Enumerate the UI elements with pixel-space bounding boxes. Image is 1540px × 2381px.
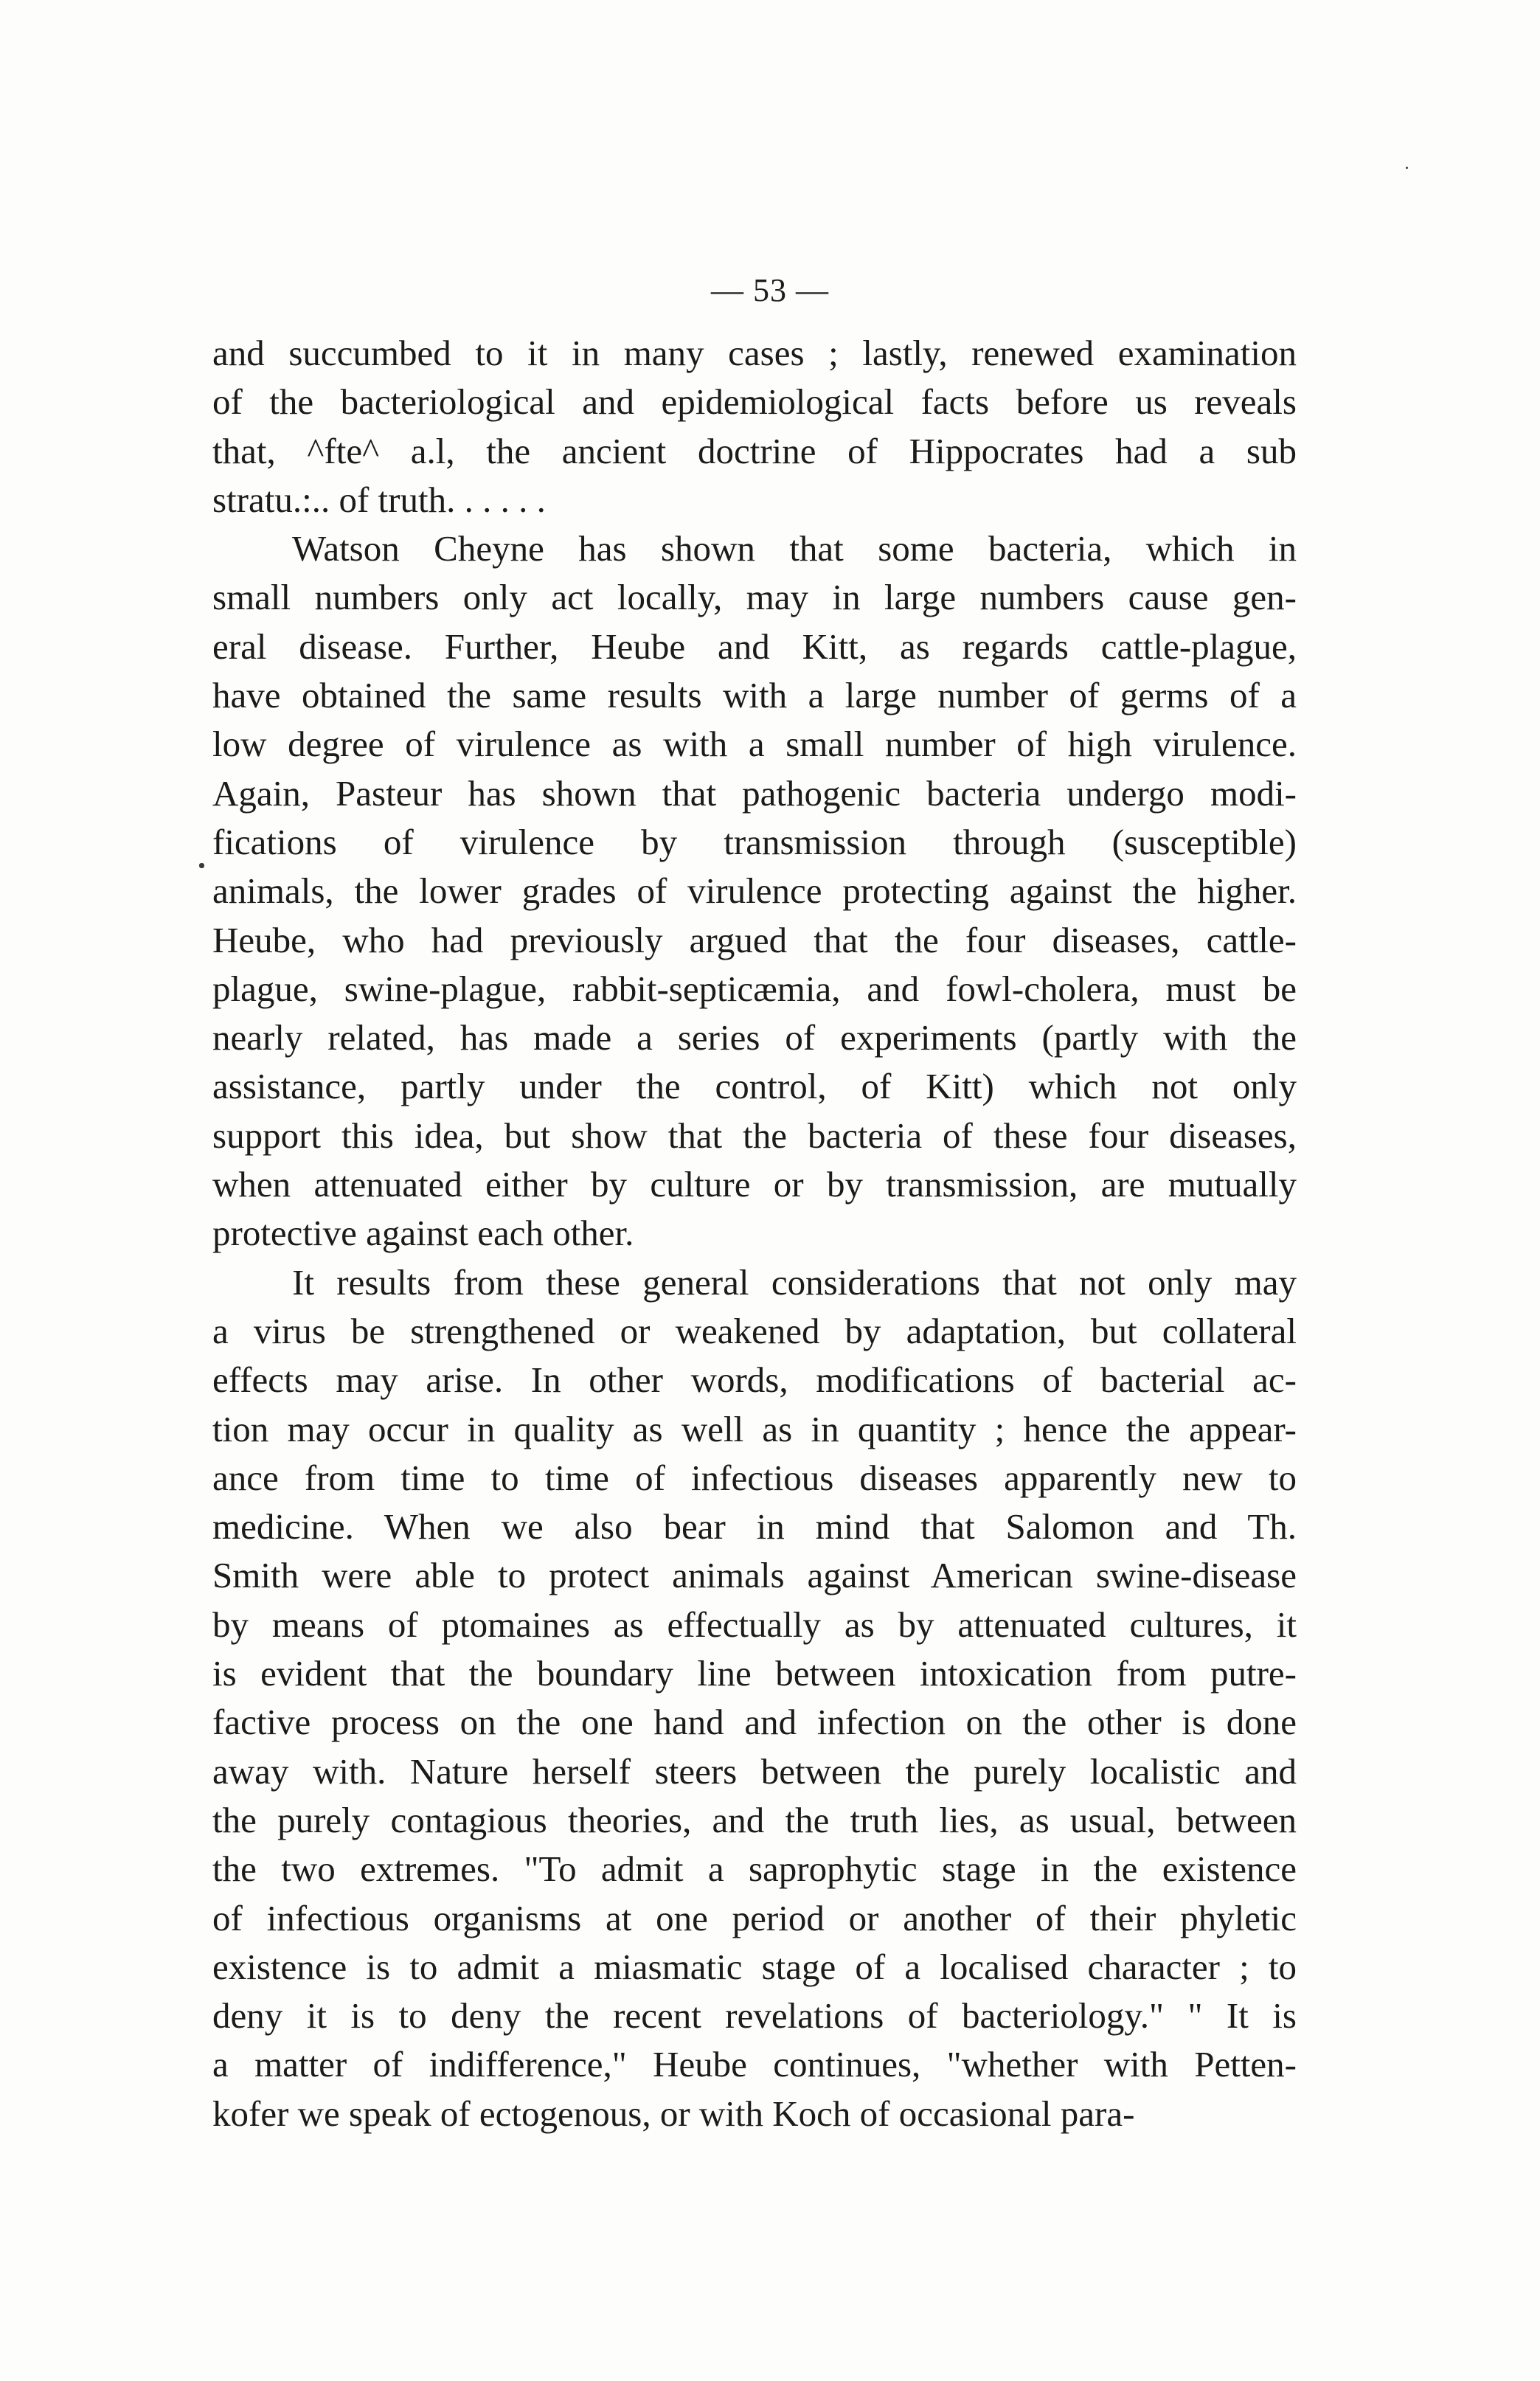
text-line: effects may arise. In other words, modifications of bacterial ac- — [212, 1359, 1297, 1401]
paragraph — [212, 1258, 1297, 2138]
text-line: assistance, partly under the control, of Kitt) which not only — [212, 1066, 1297, 1107]
text-line: stratu.:.. of truth. . . . . . — [212, 479, 546, 520]
text-line: protective against each other. — [212, 1213, 634, 1254]
margin-speck — [199, 863, 204, 868]
text-line: kofer we speak of ectogenous, or with Koch of occasional para- — [212, 2093, 1135, 2134]
text-line: the purely contagious theories, and the truth lies, as usual, between — [212, 1799, 1297, 1840]
text-line: existence is to admit a miasmatic stage of a localised character ; to — [212, 1946, 1297, 1987]
text-line: a matter of indifference," Heube continues, "whether with Petten- — [212, 2044, 1297, 2085]
text-line: small numbers only act locally, may in large numbers cause gen- — [212, 577, 1297, 618]
text-line: support this idea, but show that the bacteria of these four diseases, — [212, 1115, 1297, 1156]
text-line: a virus be strengthened or weakened by adaptation, but collateral — [212, 1310, 1297, 1351]
text-line: and succumbed to it in many cases ; lastly, renewed examination — [212, 333, 1297, 373]
text-line: that, ^fte^ a.l, the ancient doctrine of Hippocrates had a sub — [212, 430, 1297, 471]
text-line: Again, Pasteur has shown that pathogenic bacteria undergo modi- — [212, 772, 1297, 814]
text-line: away with. Nature herself steers between the purely localistic and — [212, 1750, 1297, 1792]
margin-speck — [1406, 167, 1408, 169]
text-line: fications of virulence by transmission through (susceptible) — [212, 821, 1297, 862]
text-line: have obtained the same results with a large number of germs of a — [212, 675, 1297, 716]
text-line: animals, the lower grades of virulence protecting against the higher. — [212, 870, 1297, 912]
text-line: nearly related, has made a series of experiments (partly with the — [212, 1017, 1297, 1058]
text-line: the two extremes. "To admit a saprophytic stage in the existence — [212, 1848, 1297, 1890]
paragraph — [212, 524, 1297, 1258]
text-line: by means of ptomaines as effectually as by attenuated cultures, it — [212, 1604, 1297, 1645]
paragraph — [212, 329, 1297, 524]
text-line: ance from time to time of infectious diseases apparently new to — [212, 1457, 1297, 1498]
text-line: factive process on the one hand and infection on the other is done — [212, 1702, 1297, 1743]
text-line: Heube, who had previously argued that the four diseases, cattle- — [212, 919, 1297, 960]
text-line: It results from these general considerations that not only may — [292, 1261, 1297, 1303]
text-line: of infectious organisms at one period or another of their phyletic — [212, 1897, 1297, 1938]
text-line: plague, swine-plague, rabbit-septicæmia, and fowl-cholera, must be — [212, 968, 1297, 1009]
text-line: low degree of virulence as with a small number of high virulence. — [212, 724, 1297, 765]
text-line: deny it is to deny the recent revelations of bacteriology." " It is — [212, 1995, 1297, 2037]
text-line: is evident that the boundary line between intoxication from putre- — [212, 1653, 1297, 1694]
page-number: — 53 — — [711, 272, 829, 308]
text-line: medicine. When we also bear in mind that Salomon and Th. — [212, 1506, 1297, 1548]
text-line: of the bacteriological and epidemiological facts before us reveals — [212, 381, 1297, 423]
text-line: eral disease. Further, Heube and Kitt, as regards cattle-plague, — [212, 625, 1297, 667]
text-line: Watson Cheyne has shown that some bacteria, which in — [292, 528, 1297, 569]
text-line: tion may occur in quality as well as in quantity ; hence the appear- — [212, 1408, 1297, 1449]
body-text — [212, 329, 1297, 2138]
text-line: Smith were able to protect animals against American swine-disease — [212, 1555, 1297, 1596]
text-line: when attenuated either by culture or by transmission, are mutually — [212, 1164, 1297, 1205]
